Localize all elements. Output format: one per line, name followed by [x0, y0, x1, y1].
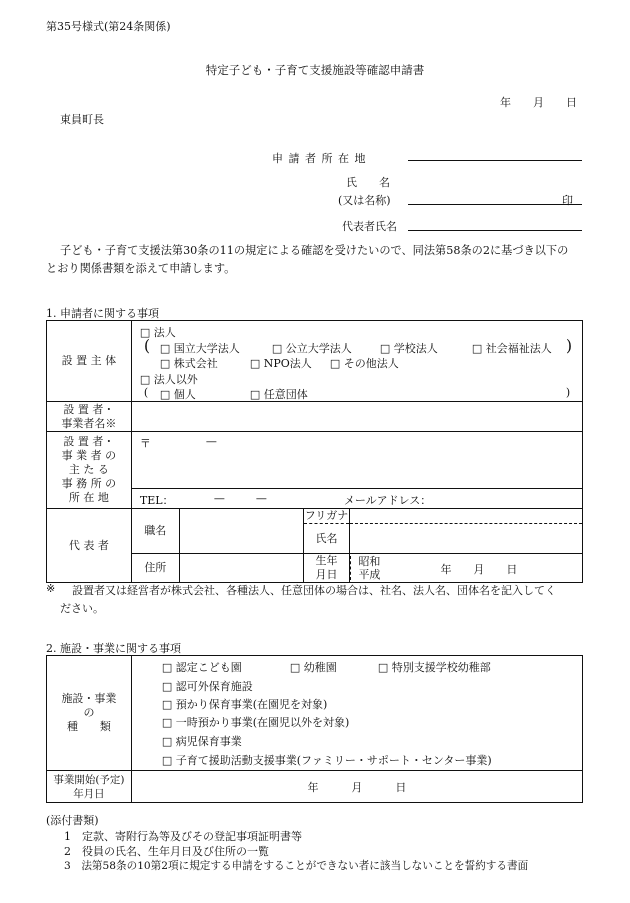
operator-name-label: 設 置 者・ 事業者名※	[47, 402, 132, 432]
applicant-name-label: 氏 名	[346, 176, 390, 189]
checkbox-public-univ[interactable]: □ 公立大学法人	[271, 342, 352, 355]
attachment-item-2: 2 役員の氏名、生年月日及び住所の一覧	[64, 845, 269, 858]
checkbox-welfare-corp[interactable]: □ 社会福祉法人	[471, 342, 552, 355]
addressee: 東員町長	[60, 113, 104, 126]
postal-dash: —	[205, 435, 217, 448]
founder-label: 設 置 主 体	[47, 321, 132, 402]
applicant-table	[46, 320, 583, 583]
birth-date-units: 年 月 日	[440, 563, 518, 576]
furigana-label: フリガナ	[304, 509, 349, 522]
furigana-field[interactable]	[350, 509, 583, 524]
note-line-2: ださい。	[60, 602, 104, 615]
note-mark: ※	[46, 582, 56, 595]
office-address-label: 設 置 者・ 事 業 者 の 主 た る 事 務 所 の 所 在 地	[47, 432, 132, 509]
bracket-open: (	[143, 336, 151, 355]
checkbox-stock-company[interactable]: □ 株式会社	[159, 357, 218, 370]
representative-section-label: 代 表 者	[47, 509, 132, 583]
checkbox-other-corp[interactable]: □ その他法人	[329, 357, 399, 370]
intro-line-1: 子ども・子育て支援法第30条の11の規定による確認を受けたいので、同法第58条の2に基づき以下の	[60, 244, 569, 257]
job-title-label: 職名	[131, 509, 179, 554]
era-showa[interactable]: 昭和	[358, 555, 381, 568]
checkbox-family-support[interactable]: □ 子育て援助活動支援事業(ファミリー・サポート・センター事業)	[161, 754, 492, 767]
checkbox-national-univ[interactable]: □ 国立大学法人	[159, 342, 240, 355]
checkbox-extended-care[interactable]: □ 預かり保育事業(在園児を対象)	[161, 698, 328, 711]
bracket-open-2: (	[143, 386, 149, 399]
rep-name-label: 氏名	[303, 524, 350, 554]
representative-line[interactable]	[408, 230, 582, 231]
checkbox-sick-child-care[interactable]: □ 病児保育事業	[161, 735, 242, 748]
postal-mark: 〒	[139, 437, 151, 450]
applicant-address-label: 申 請 者 所 在 地	[272, 152, 367, 165]
founder-options-cell	[131, 321, 582, 402]
checkbox-non-corporation[interactable]: □ 法人以外	[139, 373, 198, 386]
checkbox-corporation[interactable]: □ 法人	[139, 326, 176, 339]
checkbox-school-corp[interactable]: □ 学校法人	[379, 342, 438, 355]
bracket-close-2: )	[565, 386, 571, 399]
attachment-item-3: 3 法第58条の10第2項に規定する申請をすることができない者に該当しないことを誓約する書面	[64, 860, 529, 872]
checkbox-certified-kodomoen[interactable]: □ 認定こども園	[161, 661, 242, 674]
form-number: 第35号様式(第24条関係)	[46, 20, 171, 33]
job-title-field[interactable]	[179, 509, 303, 554]
facility-type-label: 施設・事業 の 種 類	[47, 656, 132, 771]
bracket-close: )	[565, 336, 573, 355]
start-date-label: 事業開始(予定) 年月日	[47, 771, 132, 803]
facility-type-options	[131, 656, 582, 771]
operator-name-field[interactable]	[131, 402, 582, 432]
intro-line-2: とおり関係書類を添えて申請します。	[46, 262, 236, 275]
application-date: 年 月 日	[500, 96, 577, 109]
section1-heading: 1. 申請者に関する事項	[46, 307, 159, 320]
applicant-address-line[interactable]	[408, 160, 582, 161]
checkbox-kindergarten[interactable]: □ 幼稚園	[289, 661, 337, 674]
checkbox-temporary-care[interactable]: □ 一時預かり事業(在園児以外を対象)	[161, 716, 350, 729]
checkbox-individual[interactable]: □ 個人	[159, 388, 196, 401]
attachment-item-1: 1 定款、寄附行為等及びその登記事項証明書等	[64, 830, 302, 843]
facility-table	[46, 655, 583, 803]
attachments-heading: (添付書類)	[46, 814, 99, 827]
checkbox-npo[interactable]: □ NPO法人	[249, 357, 312, 370]
checkbox-special-support-kindergarten[interactable]: □ 特別支援学校幼稚部	[377, 661, 491, 674]
note-line-1: 設置者又は経営者が株式会社、各種法人、任意団体の場合は、社名、法人名、団体名を記入してく	[72, 584, 556, 597]
tel-dash-1: —	[213, 491, 225, 505]
checkbox-unlicensed-nursery[interactable]: □ 認可外保育施設	[161, 680, 253, 693]
applicant-name-label-alt: (又は名称)	[338, 194, 391, 207]
office-address-field[interactable]	[131, 432, 582, 489]
tel-label: TEL：	[139, 493, 174, 507]
address-label: 住所	[131, 554, 179, 583]
address-field[interactable]	[179, 554, 303, 583]
birth-label: 生年 月日	[303, 554, 350, 583]
tel-dash-2: —	[255, 491, 267, 505]
applicant-name-line[interactable]	[408, 204, 582, 205]
birth-date-cell[interactable]	[350, 554, 583, 583]
rep-name-field[interactable]	[350, 524, 583, 554]
seal-mark: 印	[562, 194, 573, 207]
era-divider	[350, 556, 351, 580]
checkbox-voluntary-group[interactable]: □ 任意団体	[249, 388, 308, 401]
document-title: 特定子ども・子育て支援施設等確認申請書	[205, 63, 425, 77]
era-heisei[interactable]: 平成	[358, 568, 381, 581]
email-label: メールアドレス：	[343, 493, 432, 507]
contact-row	[131, 489, 582, 509]
section2-heading: 2. 施設・事業に関する事項	[46, 642, 181, 655]
start-date-field[interactable]: 年 月 日	[131, 771, 582, 803]
representative-label: 代表者氏名	[342, 220, 397, 233]
